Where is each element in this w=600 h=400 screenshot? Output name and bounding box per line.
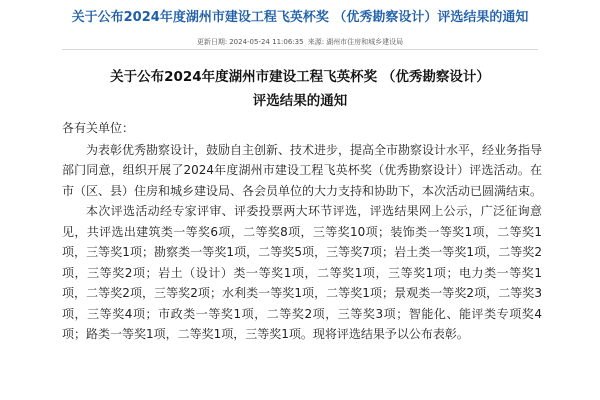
article-title-line-2: 评选结果的通知 bbox=[252, 93, 348, 109]
salutation: 各有关单位： bbox=[62, 121, 135, 135]
header-divider bbox=[62, 49, 538, 50]
source-value: 湖州市住房和城乡建设局 bbox=[326, 38, 404, 46]
article-title bbox=[0, 65, 600, 113]
source-label: 来源: bbox=[307, 38, 325, 46]
article-title-line-1: 关于公布2024年度湖州市建设工程飞英杯奖 （优秀勘察设计） bbox=[110, 69, 490, 85]
article-body bbox=[62, 118, 542, 345]
paragraph-intro: 为表彰优秀勘察设计，鼓励自主创新、技术进步，提高全市勘察设计水平，经业务指导部门同意，组织开展了2024年度湖州市建设工程飞英杯奖（优秀勘察设计）评选活动。在市（区、县）住房和城乡建设局、各会员单位的大力支持和协助下，本次活动已圆满结束。 bbox=[62, 142, 543, 198]
paragraph-results: 本次评选活动经专家评审、评委投票两大环节评选，评选结果网上公示，广泛征询意见，共评选出建筑类一等奖6项，二等奖8项，三等奖10项；装饰类一等奖1项，二等奖1项，三等奖1项；勘察类一等奖1项，二等奖5项，三等奖7项；岩土类一等奖1项，二等奖2项，三等奖2项；岩土（设计）类一等奖1项，二等奖1项，三等奖1项；电力类一等奖1项，二等奖2项，三等奖2项；水利类一等奖1项，二等奖1项；景观类一等奖2项，二等奖3项，三等奖4项；市政类一等奖1项，二等奖2项，三等奖3项；智能化、能评类专项奖4项；路类一等奖1项，二等奖1项，三等奖1项。现将评选结果予以公布表彰。 bbox=[62, 204, 542, 341]
update-date-label: 更新日期: bbox=[196, 38, 228, 46]
update-date-value: 2024-05-24 11:06:35 bbox=[229, 38, 304, 46]
page-header-title: 关于公布2024年度湖州市建设工程飞英杯奖 （优秀勘察设计）评选结果的通知 bbox=[71, 10, 529, 25]
article-meta bbox=[0, 37, 600, 47]
